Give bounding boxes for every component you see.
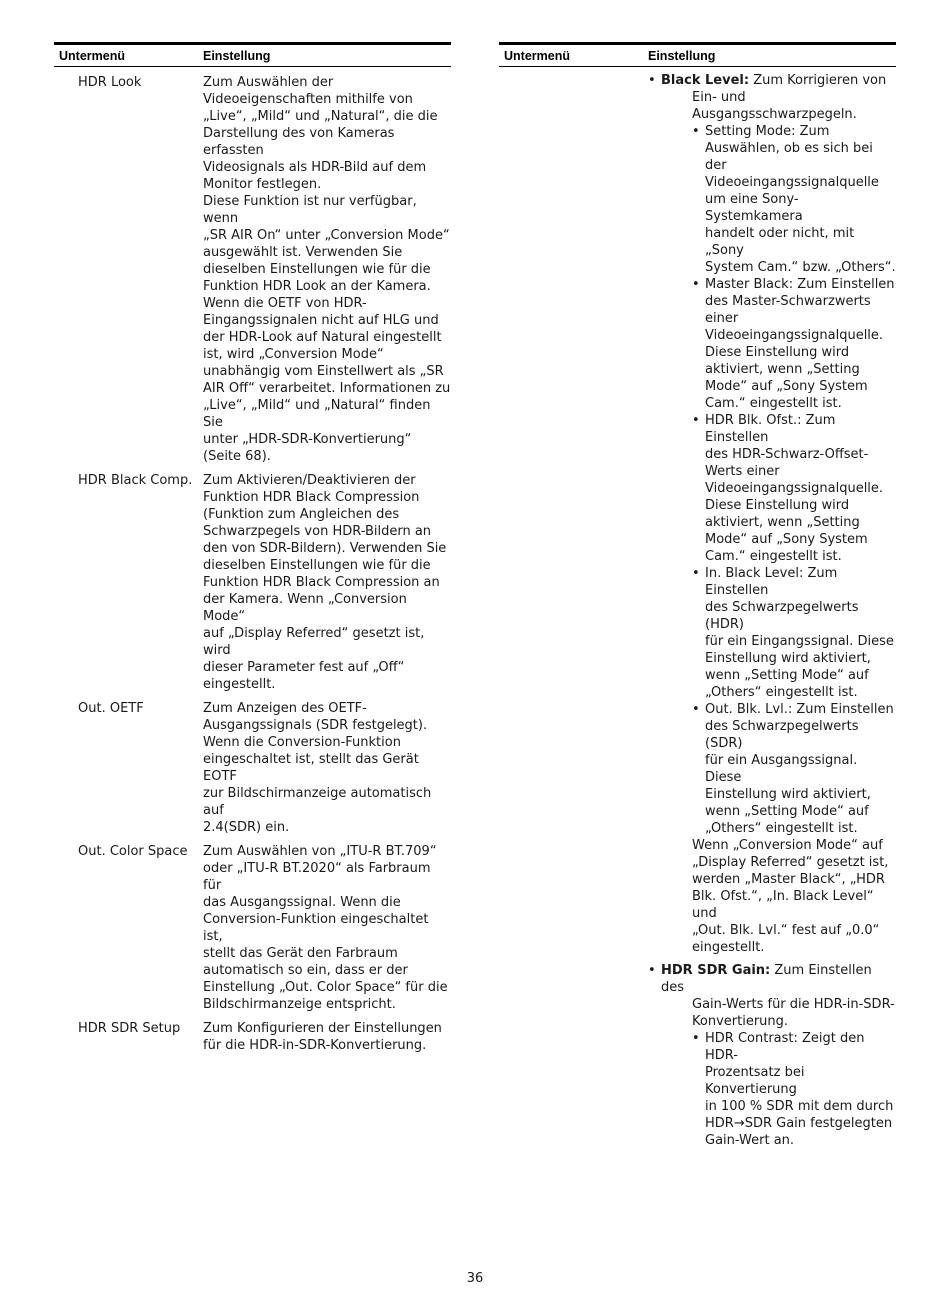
sub-bullet-mark: •	[692, 277, 700, 292]
term-black-level: Black Level:	[661, 73, 750, 88]
sub-line: wenn „Setting Mode“ auf	[705, 804, 869, 819]
text-line: Konvertierung.	[692, 1014, 789, 1029]
sub-line: aktiviert, wenn „Setting	[705, 362, 860, 377]
sub-line: Diese Einstellung wird	[705, 498, 850, 513]
text-line: Ausgangsschwarzpegeln.	[692, 107, 857, 122]
text-line: Gain-Werts für die HDR-in-SDR-	[692, 997, 895, 1012]
sublist	[692, 123, 896, 837]
setting-cell	[203, 843, 451, 1013]
text-line: eingestellt.	[692, 940, 765, 955]
sub-line: Auswählen, ob es sich bei der	[705, 141, 873, 173]
bullet-first-line	[661, 72, 896, 89]
setting-cell	[203, 700, 451, 836]
text-line: Blk. Ofst.“, „In. Black Level“ und	[692, 889, 874, 921]
setting-line: Conversion-Funktion eingeschaltet ist,	[203, 912, 429, 944]
sub-line: für ein Ausgangssignal. Diese	[705, 753, 858, 785]
setting-cell	[203, 74, 451, 465]
setting-line: dieser Parameter fest auf „Off“	[203, 660, 405, 675]
sub-line: wenn „Setting Mode“ auf	[705, 668, 869, 683]
sub-line: einer	[705, 311, 739, 326]
table-body	[54, 74, 451, 1054]
submenu-cell: HDR SDR Setup	[78, 1021, 181, 1036]
setting-line: eingeschaltet ist, stellt das Gerät EOTF	[203, 752, 419, 784]
submenu-cell: HDR Look	[78, 75, 142, 90]
sub-line: Out. Blk. Lvl.: Zum Einstellen	[705, 702, 894, 717]
table-row	[54, 1020, 451, 1054]
table-row	[54, 472, 451, 693]
setting-line: Zum Auswählen von „ITU-R BT.709“	[203, 844, 437, 859]
setting-line: Monitor festlegen.	[203, 177, 322, 192]
sublist-item	[692, 412, 896, 565]
header-setting: Einstellung	[648, 49, 716, 63]
term-hdr-sdr-gain: HDR SDR Gain:	[661, 963, 771, 978]
bullet-mark: •	[648, 963, 656, 978]
setting-line: Eingangssignalen nicht auf HLG und	[203, 313, 439, 328]
setting-line: unter „HDR-SDR-Konvertierung“	[203, 432, 412, 447]
bullet-black-level	[648, 72, 896, 956]
setting-line: dieselben Einstellungen wie für die	[203, 262, 431, 277]
setting-line: (Seite 68).	[203, 449, 271, 464]
sub-line: Master Black: Zum Einstellen	[705, 277, 895, 292]
bullet-continuation	[692, 996, 896, 1030]
sub-line: des HDR-Schwarz-Offset-	[705, 447, 869, 462]
sub-bullet-mark: •	[692, 413, 700, 428]
sub-line: Gain-Wert an.	[705, 1133, 795, 1148]
bullet-first-line	[661, 962, 896, 996]
setting-line: Diese Funktion ist nur verfügbar, wenn	[203, 194, 417, 226]
setting-line: der Kamera. Wenn „Conversion Mode“	[203, 592, 407, 624]
table-row	[54, 843, 451, 1013]
submenu-cell: Out. OETF	[78, 701, 144, 716]
setting-line: dieselben Einstellungen wie für die	[203, 558, 431, 573]
setting-line: Darstellung des von Kameras erfassten	[203, 126, 395, 158]
sub-line: „Others“ eingestellt ist.	[705, 821, 858, 836]
sub-line: Videoeingangssignalquelle.	[705, 328, 884, 343]
sub-line: Mode“ auf „Sony System	[705, 532, 868, 547]
table-row	[54, 74, 451, 465]
submenu-cell: HDR Black Comp.	[78, 473, 193, 488]
sub-line: handelt oder nicht, mit „Sony	[705, 226, 855, 258]
setting-line: das Ausgangssignal. Wenn die	[203, 895, 401, 910]
table-body	[648, 72, 896, 1149]
sub-line: Diese Einstellung wird	[705, 345, 850, 360]
note-text	[692, 837, 896, 956]
setting-line: für die HDR-in-SDR-Konvertierung.	[203, 1038, 427, 1053]
setting-cell	[203, 1020, 451, 1054]
table-row	[54, 700, 451, 836]
setting-line: eingestellt.	[203, 677, 276, 692]
sub-line: Einstellung wird aktiviert,	[705, 787, 871, 802]
setting-line: Videoeigenschaften mithilfe von	[203, 92, 413, 107]
sub-line: Videoeingangssignalquelle.	[705, 481, 884, 496]
sub-line: aktiviert, wenn „Setting	[705, 515, 860, 530]
sub-line: Cam.“ eingestellt ist.	[705, 396, 842, 411]
sub-line: HDR→SDR Gain festgelegten	[705, 1116, 893, 1131]
setting-line: ausgewählt ist. Verwenden Sie	[203, 245, 403, 260]
sublist-item	[692, 565, 896, 701]
sublist-item	[692, 701, 896, 837]
setting-line: 2.4(SDR) ein.	[203, 820, 290, 835]
sub-line: In. Black Level: Zum Einstellen	[705, 566, 838, 598]
sub-line: HDR Blk. Ofst.: Zum Einstellen	[705, 413, 836, 445]
sub-line: Setting Mode: Zum	[705, 124, 830, 139]
setting-line: „SR AIR On“ unter „Conversion Mode“	[203, 228, 450, 243]
text-line: Ein- und	[692, 90, 746, 105]
setting-line: Zum Anzeigen des OETF-	[203, 701, 367, 716]
sub-bullet-mark: •	[692, 1031, 700, 1046]
setting-line: zur Bildschirmanzeige automatisch auf	[203, 786, 432, 818]
bullet-hdr-sdr-gain	[648, 962, 896, 1149]
bullet-mark: •	[648, 73, 656, 88]
sub-line: des Schwarzpegelwerts (HDR)	[705, 600, 859, 632]
header-submenu: Untermenü	[504, 49, 570, 63]
sub-line: „Others“ eingestellt ist.	[705, 685, 858, 700]
setting-line: ist, wird „Conversion Mode“	[203, 347, 384, 362]
setting-line: Einstellung „Out. Color Space“ für die	[203, 980, 448, 995]
bullet-continuation	[692, 89, 896, 123]
setting-line: oder „ITU-R BT.2020“ als Farbraum für	[203, 861, 431, 893]
table-header	[499, 42, 896, 67]
setting-line: Funktion HDR Look an der Kamera.	[203, 279, 431, 294]
setting-line: „Live“, „Mild“ und „Natural“ finden Sie	[203, 398, 431, 430]
setting-line: Funktion HDR Black Compression an	[203, 575, 440, 590]
header-submenu: Untermenü	[59, 49, 125, 63]
sublist-item	[692, 1030, 896, 1149]
sub-line: für ein Eingangssignal. Diese	[705, 634, 894, 649]
setting-line: Funktion HDR Black Compression	[203, 490, 420, 505]
text-line: Wenn „Conversion Mode“ auf	[692, 838, 883, 853]
setting-line: Ausgangssignals (SDR festgelegt).	[203, 718, 428, 733]
setting-line: den von SDR-Bildern). Verwenden Sie	[203, 541, 447, 556]
sublist-item	[692, 123, 896, 276]
setting-line: (Funktion zum Angleichen des	[203, 507, 400, 522]
page-number: 36	[466, 1271, 484, 1286]
sub-line: um eine Sony-Systemkamera	[705, 192, 803, 224]
sub-line: des Master-Schwarzwerts	[705, 294, 871, 309]
setting-cell	[203, 472, 451, 693]
sub-line: HDR Contrast: Zeigt den HDR-	[705, 1031, 865, 1063]
table-header	[54, 42, 451, 67]
header-setting: Einstellung	[203, 49, 271, 63]
setting-line: „Live“, „Mild“ und „Natural“, die die	[203, 109, 438, 124]
term-description: Zum Einstellen des	[661, 963, 872, 995]
sublist	[692, 1030, 896, 1149]
sub-line: Prozentsatz bei Konvertierung	[705, 1065, 805, 1097]
right-table	[499, 42, 896, 1149]
setting-line: stellt das Gerät den Farbraum	[203, 946, 398, 961]
text-line: „Display Referred“ gesetzt ist,	[692, 855, 889, 870]
sub-line: System Cam.“ bzw. „Others“.	[705, 260, 896, 275]
setting-line: Wenn die Conversion-Funktion	[203, 735, 401, 750]
text-line: „Out. Blk. Lvl.“ fest auf „0.0“	[692, 923, 880, 938]
setting-line: Zum Konfigurieren der Einstellungen	[203, 1021, 442, 1036]
sub-bullet-mark: •	[692, 124, 700, 139]
setting-line: der HDR-Look auf Natural eingestellt	[203, 330, 442, 345]
sub-bullet-mark: •	[692, 566, 700, 581]
setting-line: Schwarzpegels von HDR-Bildern an	[203, 524, 432, 539]
term-description: Zum Korrigieren von	[749, 73, 887, 88]
left-table	[54, 42, 451, 1060]
setting-line: Wenn die OETF von HDR-	[203, 296, 367, 311]
sub-line: des Schwarzpegelwerts (SDR)	[705, 719, 859, 751]
setting-line: Videosignals als HDR-Bild auf dem	[203, 160, 427, 175]
sub-line: in 100 % SDR mit dem durch	[705, 1099, 894, 1114]
sub-line: Werts einer	[705, 464, 780, 479]
setting-line: Bildschirmanzeige entspricht.	[203, 997, 396, 1012]
sub-line: Videoeingangssignalquelle	[705, 175, 879, 190]
setting-line: Zum Aktivieren/Deaktivieren der	[203, 473, 416, 488]
setting-line: auf „Display Referred“ gesetzt ist, wird	[203, 626, 425, 658]
sub-line: Einstellung wird aktiviert,	[705, 651, 871, 666]
sub-bullet-mark: •	[692, 702, 700, 717]
sub-line: Cam.“ eingestellt ist.	[705, 549, 842, 564]
setting-line: AIR Off“ verarbeitet. Informationen zu	[203, 381, 451, 396]
setting-line: Zum Auswählen der	[203, 75, 334, 90]
text-line: werden „Master Black“, „HDR	[692, 872, 885, 887]
sublist-item	[692, 276, 896, 412]
submenu-cell: Out. Color Space	[78, 844, 188, 859]
setting-line: automatisch so ein, dass er der	[203, 963, 408, 978]
sub-line: Mode“ auf „Sony System	[705, 379, 868, 394]
setting-line: unabhängig vom Einstellwert als „SR	[203, 364, 444, 379]
